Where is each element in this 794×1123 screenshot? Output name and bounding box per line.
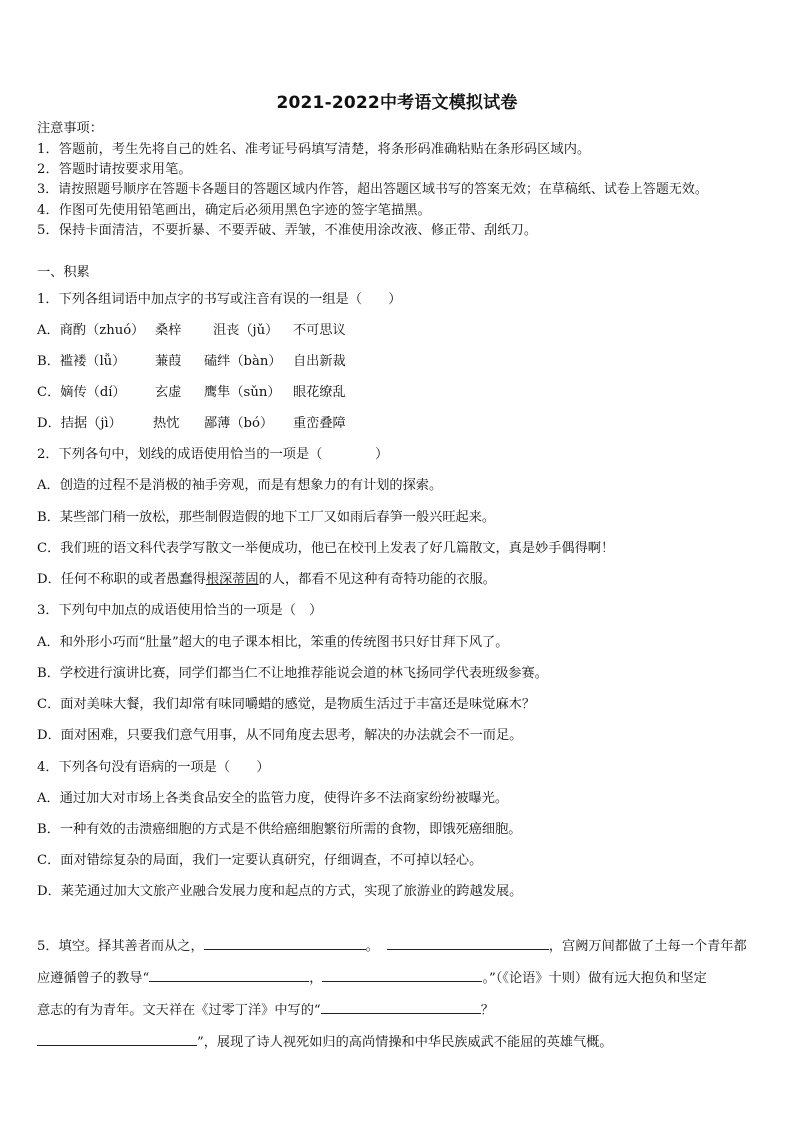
q1-stem: 1．下列各组词语中加点字的书写或注音有误的一组是（ ） (37, 292, 402, 307)
q2-option-b: B．某些部门稍一放松，那些制假造假的地下工厂又如雨后春笋一般兴旺起来。 (37, 510, 496, 525)
q5-blank-5[interactable] (321, 999, 481, 1014)
q1-d-word-1: D．拮据（jì） (37, 416, 122, 431)
exam-title: 2021-2022中考语文模拟试卷 (276, 93, 518, 113)
q3-option-b: B．学校进行演讲比赛，同学们都当仁不让地推荐能说会道的林飞扬同学代表班级参赛。 (37, 666, 548, 681)
q4-option-b: B．一种有效的击溃癌细胞的方式是不供给癌细胞繁衍所需的食物，即饿死癌细胞。 (37, 822, 522, 837)
q5-line-1 (37, 935, 747, 956)
q1-c-word-4: 眼花缭乱 (293, 385, 346, 400)
q1-option-c (37, 384, 346, 402)
q1-b-word-2: 蒹葭 (155, 354, 182, 369)
q5-text-5: ， (309, 971, 323, 986)
q1-a-word-1: A．商酌（zhuó） (37, 323, 145, 338)
q2-option-d (37, 571, 496, 589)
q5-line-4 (37, 1031, 613, 1052)
q4-option-c: C．面对错综复杂的局面，我们一定要认真研究，仔细调查，不可掉以轻心。 (37, 853, 483, 868)
q1-d-word-2: 热忱 (153, 416, 180, 431)
q1-b-word-1: B．褴褛（lǚ） (37, 354, 126, 369)
q1-b-word-3: 磕绊（bàn） (204, 354, 282, 369)
q2-d-text-2: 的人，都看不见这种有奇特功能的衣服。 (258, 572, 496, 587)
q5-text-2: 。 (365, 939, 379, 954)
notice-heading: 注意事项： (37, 121, 103, 136)
q5-line-3 (37, 999, 494, 1020)
q4-stem: 4．下列各句没有语病的一项是（ ） (37, 760, 270, 775)
q5-blank-4[interactable] (322, 967, 482, 982)
q1-a-word-4: 不可思议 (293, 323, 346, 338)
q1-option-a (37, 322, 346, 340)
q2-d-underlined-idiom: 根深蒂固 (205, 572, 259, 587)
notice-item-3: 3．请按照题号顺序在答题卡各题目的答题区域内作答，超出答题区域书写的答案无效；在草稿纸、试卷上答题无效。 (37, 182, 708, 197)
q1-d-word-3: 鄙薄（bó） (204, 416, 274, 431)
q1-a-word-2: 桑梓 (155, 323, 182, 338)
q5-text-1: 5．填空。择其善者而从之， (37, 939, 204, 954)
q5-blank-3[interactable] (149, 967, 309, 982)
notice-item-2: 2．答题时请按要求用笔。 (37, 162, 192, 177)
q4-option-a: A．通过加大对市场上各类食品安全的监管力度，使得许多不法商家纷纷被曝光。 (37, 791, 509, 806)
q5-line-2 (37, 967, 707, 988)
q5-text-9: ”，展现了诗人视死如归的高尚情操和中华民族威武不能屈的英雄气概。 (197, 1035, 613, 1050)
notice-item-1: 1．答题前，考生先将自己的姓名、准考证号码填写清楚，将条形码准确粘贴在条形码区域内。 (37, 142, 591, 157)
q2-option-c: C．我们班的语文科代表学写散文一举便成功，他已在校刊上发表了好几篇散文，真是妙手偶得啊！ (37, 541, 615, 556)
q2-stem: 2．下列各句中，划线的成语使用恰当的一项是（ ） (37, 447, 389, 462)
q3-option-d: D．面对困难，只要我们意气用事，从不同角度去思考，解决的办法就会不一而足。 (37, 728, 523, 743)
q1-c-word-3: 鹰隼（sǔn） (204, 385, 281, 400)
q3-option-a: A．和外形小巧而“肚量”超大的电子课本相比，笨重的传统图书只好甘拜下风了。 (37, 635, 509, 650)
q5-text-4: 应遵循曾子的教导“ (37, 971, 150, 986)
q3-option-c: C．面对美味大餐，我们却常有味同嚼蜡的感觉，是物质生活过于丰富还是味觉麻木？ (37, 697, 536, 712)
section-heading: 一、积累 (37, 265, 90, 280)
q5-text-3: ，宫阙万间都做了土每一个青年都 (548, 939, 747, 954)
q1-a-word-3: 沮丧（jǔ） (213, 323, 279, 338)
q1-b-word-4: 自出新裁 (293, 354, 346, 369)
notice-item-4: 4．作图可先使用铅笔画出，确定后必须用黑色字迹的签字笔描黑。 (37, 203, 431, 218)
q5-blank-2[interactable] (387, 935, 549, 950)
q5-text-6: 。”（《论语》十则）做有远大抱负和坚定 (482, 971, 707, 986)
q5-text-7: 意志的有为青年。文天祥在《过零丁洋》中写的“ (37, 1003, 321, 1018)
q1-c-word-2: 玄虚 (155, 385, 182, 400)
q5-blank-1[interactable] (204, 935, 366, 950)
q1-c-word-1: C．嫡传（dí） (37, 385, 126, 400)
q1-d-word-4: 重峦叠障 (293, 416, 346, 431)
q4-option-d: D．莱芜通过加大文旅产业融合发展力度和起点的方式，实现了旅游业的跨越发展。 (37, 884, 523, 899)
notice-item-5: 5．保持卡面清洁，不要折暴、不要弄破、弄皱，不准使用涂改液、修正带、刮纸刀。 (37, 223, 538, 238)
q2-d-text-1: D．任何不称职的或者愚蠢得 (37, 572, 206, 587)
q5-blank-6[interactable] (37, 1031, 197, 1046)
q2-option-a: A．创造的过程不是消极的袖手旁观，而是有想象力的有计划的探索。 (37, 478, 443, 493)
q3-stem: 3．下列句中加点的成语使用恰当的一项是（ ） (37, 603, 323, 618)
q1-option-d (37, 415, 346, 433)
q1-option-b (37, 353, 346, 371)
q5-text-8: ？ (480, 1003, 494, 1018)
